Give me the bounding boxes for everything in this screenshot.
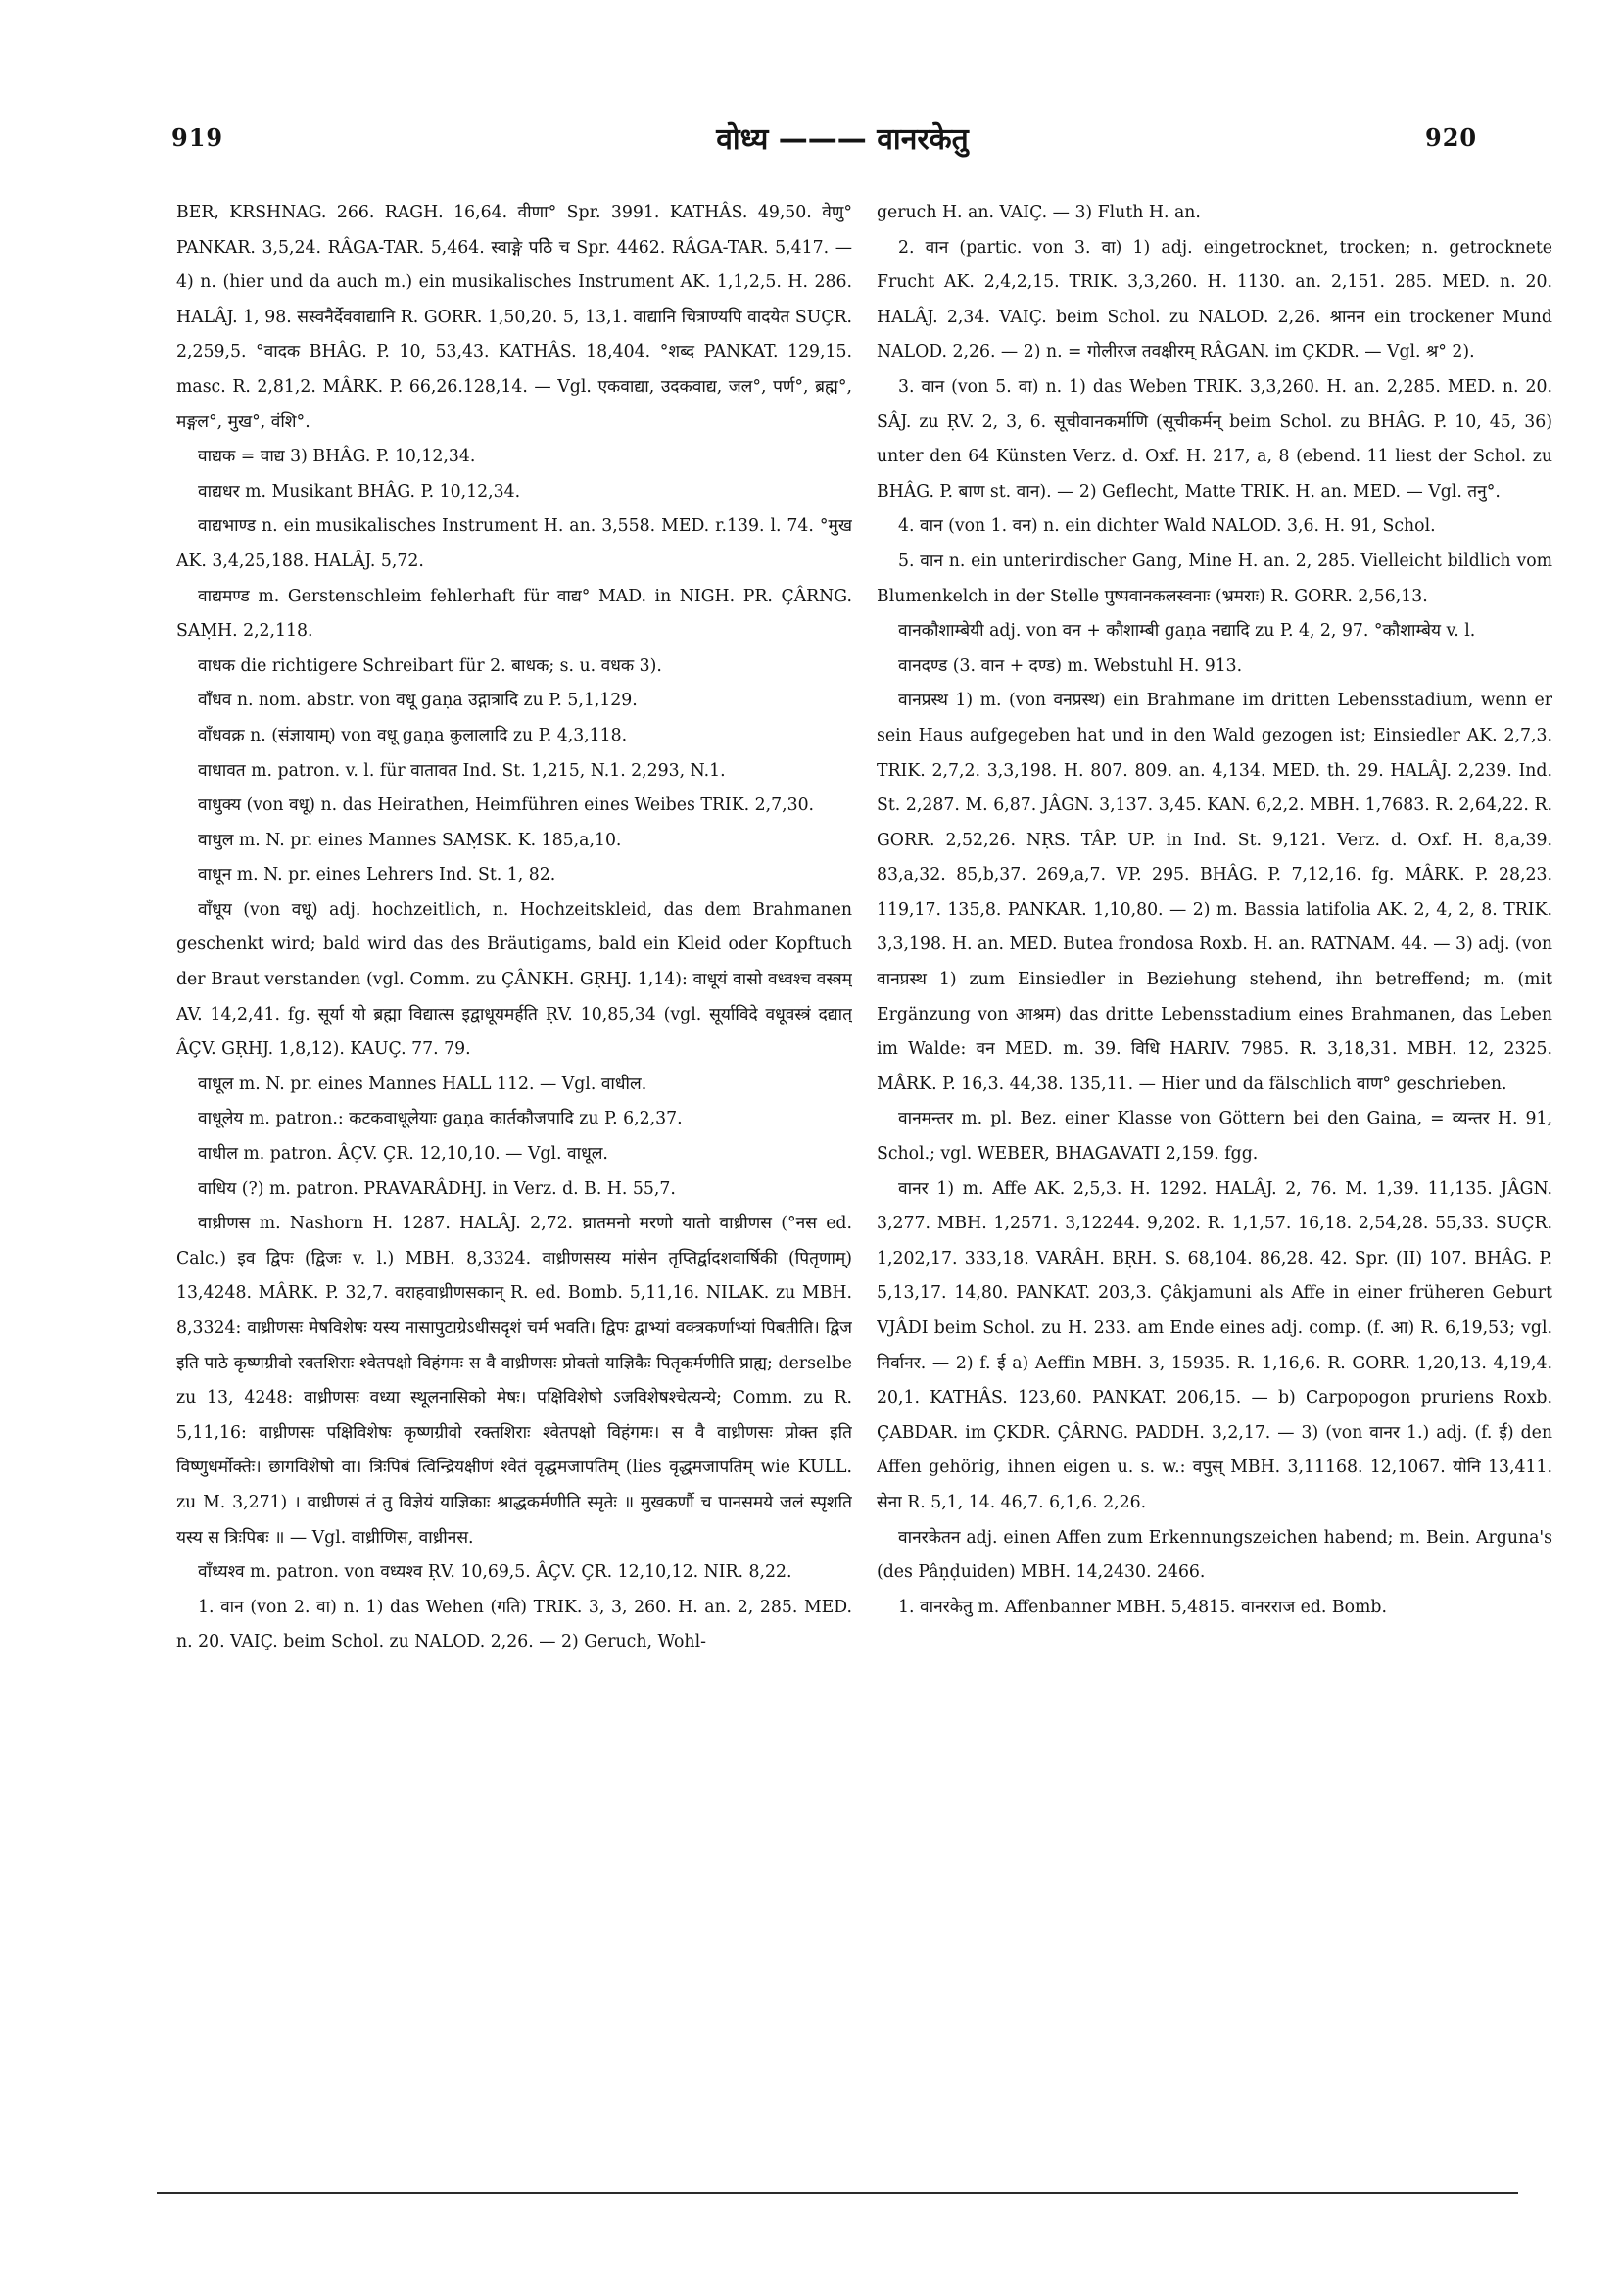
page-number-left: 919: [171, 123, 224, 152]
entry: 1. वान (von 2. वा) n. 1) das Wehen (गति) TRIK. 3, 3, 260. H. an. 2, 285. MED. n. 20. VAIÇ. beim Schol. zu NALOD. 2,26. — 2) Geruch, Wohl-: [176, 1597, 852, 1652]
entry: वाधूलेय m. patron.: कटकवाधूलेयाः gaṇa कार्तकौजपादि zu P. 6,2,37.: [198, 1109, 683, 1129]
entry: 4. वान (von 1. वन) n. ein dichter Wald NALOD. 3,6. H. 91, Schol.: [898, 516, 1436, 537]
entry: वाद्यमण्ड m. Gerstenschleim fehlerhaft für वाद्य° MAD. in NIGH. PR. ÇÂRNG. SAṂH. 2,2,118.: [176, 586, 852, 642]
entry: 2. वान (partic. von 3. वा) 1) adj. eingetrocknet, trocken; n. getrocknete Frucht AK. 2,4,2,15. TRIK. 3,3,260. H. 1130. an. 2,151. 285. MED. n. 20. HALÂJ. 2,34. VAIÇ. beim Schol. zu NALOD. 2,26. श्रानन ein trockener Mund NALOD. 2,26. — 2) n. = गोलीरज तवक्षीरम् RÂGAN. im ÇKDR. — Vgl. श्र° 2).: [877, 237, 1552, 362]
entry: वाधून m. N. pr. eines Lehrers Ind. St. 1, 82.: [198, 865, 556, 885]
entry: वाँधवक्र n. (संज्ञायाम्) von वधू gaṇa कुलालादि zu P. 4,3,118.: [198, 725, 628, 745]
running-head: वोध्य ——— वानरकेतु: [716, 122, 969, 157]
right-column: [877, 196, 1552, 2116]
left-column: [176, 196, 852, 2116]
entry: वानदण्ड (3. वान + दण्ड) m. Webstuhl H. 913.: [898, 655, 1243, 676]
entry: वाधक die richtigere Schreibart für 2. बाधक; s. u. वधक 3).: [198, 655, 662, 676]
entry: वाँधूय (von वधू) adj. hochzeitlich, n. Hochzeitskleid, das dem Brahmanen geschenkt wird; bald wird das des Bräutigams, bald ein Kleid oder Kopftuch der Braut verstanden (vgl. Comm. zu ÇÂNKH. GṚHJ. 1,14): वाधूयं वासो वध्वश्च वस्त्रम् AV. 14,2,41. fg. सूर्या यो ब्रह्मा विद्यात्स इद्वाधूयमर्हति ṚV. 10,85,34 (vgl. सूर्याविदे वधूवस्त्रं दद्यात् ÂÇV. GṚHJ. 1,8,12). KAUÇ. 77. 79.: [176, 899, 852, 1060]
entry: वानप्रस्थ 1) m. (von वनप्रस्थ) ein Brahmane im dritten Lebensstadium, wenn er sein Haus aufgegeben hat und in den Wald gezogen ist; Einsiedler AK. 2,7,3. TRIK. 2,7,2. 3,3,198. H. 807. 809. an. 4,134. MED. th. 29. HALÂJ. 2,239. Ind. St. 2,287. M. 6,87. JÂGN. 3,137. 3,45. KAN. 6,2,2. MBH. 1,7683. R. 2,64,22. R. GORR. 2,52,26. NṚS. TÂP. UP. in Ind. St. 9,121. Verz. d. Oxf. H. 8,a,39. 83,a,32. 85,b,37. 269,a,7. VP. 295. BHÂG. P. 7,12,16. fg. MÂRK. P. 28,23. 119,17. 135,8. PANKAR. 1,10,80. — 2) m. Bassia latifolia AK. 2, 4, 2, 8. TRIK. 3,3,198. H. an. MED. Butea frondosa Roxb. H. an. RATNAM. 44. — 3) adj. (von वानप्रस्थ 1) zum Einsiedler in Beziehung stehend, ihn betreffend; m. (mit Ergänzung von आश्रम) das dritte Lebensstadium eines Brahmanen, das Leben im Walde: वन MED. m. 39. विधि HARIV. 7985. R. 3,18,31. MBH. 12, 2325. MÂRK. P. 16,3. 44,38. 135,11. — Hier und da fälschlich वाण° geschrieben.: [877, 691, 1552, 1094]
page-number-right: 920: [1425, 123, 1478, 152]
entry: 1. वानरकेतु m. Affenbanner MBH. 5,4815. वानरराज ed. Bomb.: [898, 1597, 1387, 1617]
entry: वानर 1) m. Affe AK. 2,5,3. H. 1292. HALÂJ. 2, 76. M. 1,39. 11,135. JÂGN. 3,277. MBH. 1,2571. 3,12244. 9,202. R. 1,1,57. 16,18. 2,54,28. 55,33. SUÇR. 1,202,17. 333,18. VARÂH. BṚH. S. 68,104. 86,28. 42. Spr. (II) 107. BHÂG. P. 5,13,17. 14,80. PANKAT. 203,3. Çâkjamuni als Affe in einer früheren Geburt VJÂDI beim Schol. zu H. 233. am Ende eines adj. comp. (f. आ) R. 6,19,53; vgl. निर्वानर. — 2) f. ई a) Aeffin MBH. 3, 15935. R. 1,16,6. R. GORR. 1,20,13. 4,19,4. 20,1. KATHÂS. 123,60. PANKAT. 206,15. — b) Carpopogon pruriens Roxb. ÇABDAR. im ÇKDR. ÇÂRNG. PADDH. 3,2,17. — 3) (von वानर 1.) adj. (f. ई) den Affen gehörig, ihnen eigen u. s. w.: वपुस् MBH. 3,11168. 12,1067. योनि 13,411. सेना R. 5,1, 14. 46,7. 6,1,6. 2,26.: [877, 1178, 1552, 1512]
entry: 5. वान n. ein unterirdischer Gang, Mine H. an. 2, 285. Vielleicht bildlich vom Blumenkelch in der Stelle पुष्पवानकलस्वनाः (भ्रमराः) R. GORR. 2,56,13.: [877, 550, 1552, 606]
entry: वाद्यभाण्ड n. ein musikalisches Instrument H. an. 3,558. MED. r.139. l. 74. °मुख AK. 3,4,25,188. HALÂJ. 5,72.: [176, 516, 852, 571]
entry: BER, KRSHNAG. 266. RAGH. 16,64. वीणा° Spr. 3991. KATHÂS. 49,50. वेणु° PANKAR. 3,5,24. RÂGA-TAR. 5,464. स्वाङ्गे पठेि च Spr. 4462. RÂGA-TAR. 5,417. — 4) n. (hier und da auch m.) ein musikalisches Instrument AK. 1,1,2,5. H. 286. HALÂJ. 1, 98. सस्वनैर्देववाद्यानि R. GORR. 1,50,20. 5, 13,1. वाद्यानि चित्राण्यपि वादयेत SUÇR. 2,259,5. °वादक BHÂG. P. 10, 53,43. KATHÂS. 18,404. °शब्द PANKAT. 129,15. masc. R. 2,81,2. MÂRK. P. 66,26.128,14. — Vgl. एकवाद्या, उदकवाद्य, जल°, पर्ण°, ब्रह्म°, मङ्गल°, मुख°, वंशि°.: [176, 203, 852, 432]
entry: 3. वान (von 5. वा) n. 1) das Weben TRIK. 3,3,260. H. an. 2,285. MED. n. 20. SÂJ. zu ṚV. 2, 3, 6. सूचीवानकर्माणि (सूचीकर्मन् beim Schol. zu BHÂG. P. 10, 45, 36) unter den 64 Künsten Verz. d. Oxf. H. 217, a, 8 (ebend. 11 liest der Schol. zu BHÂG. P. बाण st. वान). — 2) Geflecht, Matte TRIK. H. an. MED. — Vgl. तनु°.: [877, 376, 1552, 502]
entry: वानकौशाम्बेयी adj. von वन + कौशाम्बी gaṇa नद्यादि zu P. 4, 2, 97. °कौशाम्बेय v. l.: [898, 621, 1476, 642]
bottom-rule: [157, 2192, 1518, 2194]
entry: वाधिय (?) m. patron. PRAVARÂDHJ. in Verz. d. B. H. 55,7.: [198, 1178, 676, 1199]
entry: वाद्यक = वाद्य 3) BHÂG. P. 10,12,34.: [198, 447, 476, 467]
entry: वाध्रीणस m. Nashorn H. 1287. HALÂJ. 2,72. घ्रातमनो मरणो यातो वाध्रीणस (°नस ed. Calc.) इव द्विपः (द्विजः v. l.) MBH. 8,3324. वाध्रीणसस्य मांसेन तृप्तिर्द्वादशवार्षिकी (पितृणाम्) 13,4248. MÂRK. P. 32,7. वराहवाध्रीणसकान् R. ed. Bomb. 5,11,16. NILAK. zu MBH. 8,3324: वाध्रीणसः मेषविशेषः यस्य नासापुटाग्रेऽधीसदृशं चर्म भवति। द्विपः द्वाभ्यां वक्त्रकर्णाभ्यां पिबतीति। द्विज इति पाठे कृष्णग्रीवो रक्तशिराः श्वेतपक्षो विहंगमः स वै वाध्रीणसः प्रोक्तो याज्ञिकैः पितृकर्मणीति प्राह्य; derselbe zu 13, 4248: वाध्रीणसः वध्या स्थूलनासिको मेषः। पक्षिविशेषो ऽजविशेषश्चेत्यन्ये; Comm. zu R. 5,11,16: वाध्रीणसः पक्षिविशेषः कृष्णग्रीवो रक्तशिराः श्वेतपक्षो विहंगमः। स वै वाध्रीणसः प्रोक्त इति विष्णुधर्मोक्तेः। छागविशेषो वा। त्रिःपिबं त्विन्द्रियक्षीणं श्वेतं वृद्धमजापतिम् (lies वृद्धमजापतिम् wie KULL. zu M. 3,271) । वाध्रीणसं तं तु विज्ञेयं याज्ञिकाः श्राद्धकर्मणीति स्मृतेः ॥ मुखकर्णौ च पानसमये जलं स्पृशति यस्य स त्रिःपिबः ॥ — Vgl. वाध्रीणिस, वाध्रीनस.: [176, 1214, 852, 1548]
entry: geruch H. an. VAIÇ. — 3) Fluth H. an.: [877, 203, 1201, 222]
entry: वाधावत m. patron. v. l. für वातावत Ind. St. 1,215, N.1. 2,293, N.1.: [198, 760, 726, 781]
entry: वाँधव n. nom. abstr. von वधू gaṇa उद्गात्रादि zu P. 5,1,129.: [198, 691, 638, 711]
page-header: [0, 118, 1622, 176]
entry: वाधुल m. N. pr. eines Mannes SAṂSK. K. 185,a,10.: [198, 830, 622, 850]
entry: वाद्यधर m. Musikant BHÂG. P. 10,12,34.: [198, 481, 521, 502]
entry: वानमन्तर m. pl. Bez. einer Klasse von Göttern bei den Gaina, = व्यन्तर H. 91, Schol.; vgl. WEBER, BHAGAVATI 2,159. fgg.: [877, 1109, 1552, 1165]
entry: वाधुक्य (von वधू) n. das Heirathen, Heimführen eines Weibes TRIK. 2,7,30.: [198, 795, 815, 816]
entry: वाँध्यश्व m. patron. von वध्यश्व ṚV. 10,69,5. ÂÇV. ÇR. 12,10,12. NIR. 8,22.: [198, 1562, 792, 1583]
entry: वानरकेतन adj. einen Affen zum Erkennungszeichen habend; m. Bein. Arguna's (des Pâṇḍuiden) MBH. 14,2430. 2466.: [877, 1527, 1552, 1583]
entry: वाधूल m. N. pr. eines Mannes HALL 112. — Vgl. वाधील.: [198, 1074, 647, 1094]
entry: वाधील m. patron. ÂÇV. ÇR. 12,10,10. — Vgl. वाधूल.: [198, 1144, 608, 1165]
